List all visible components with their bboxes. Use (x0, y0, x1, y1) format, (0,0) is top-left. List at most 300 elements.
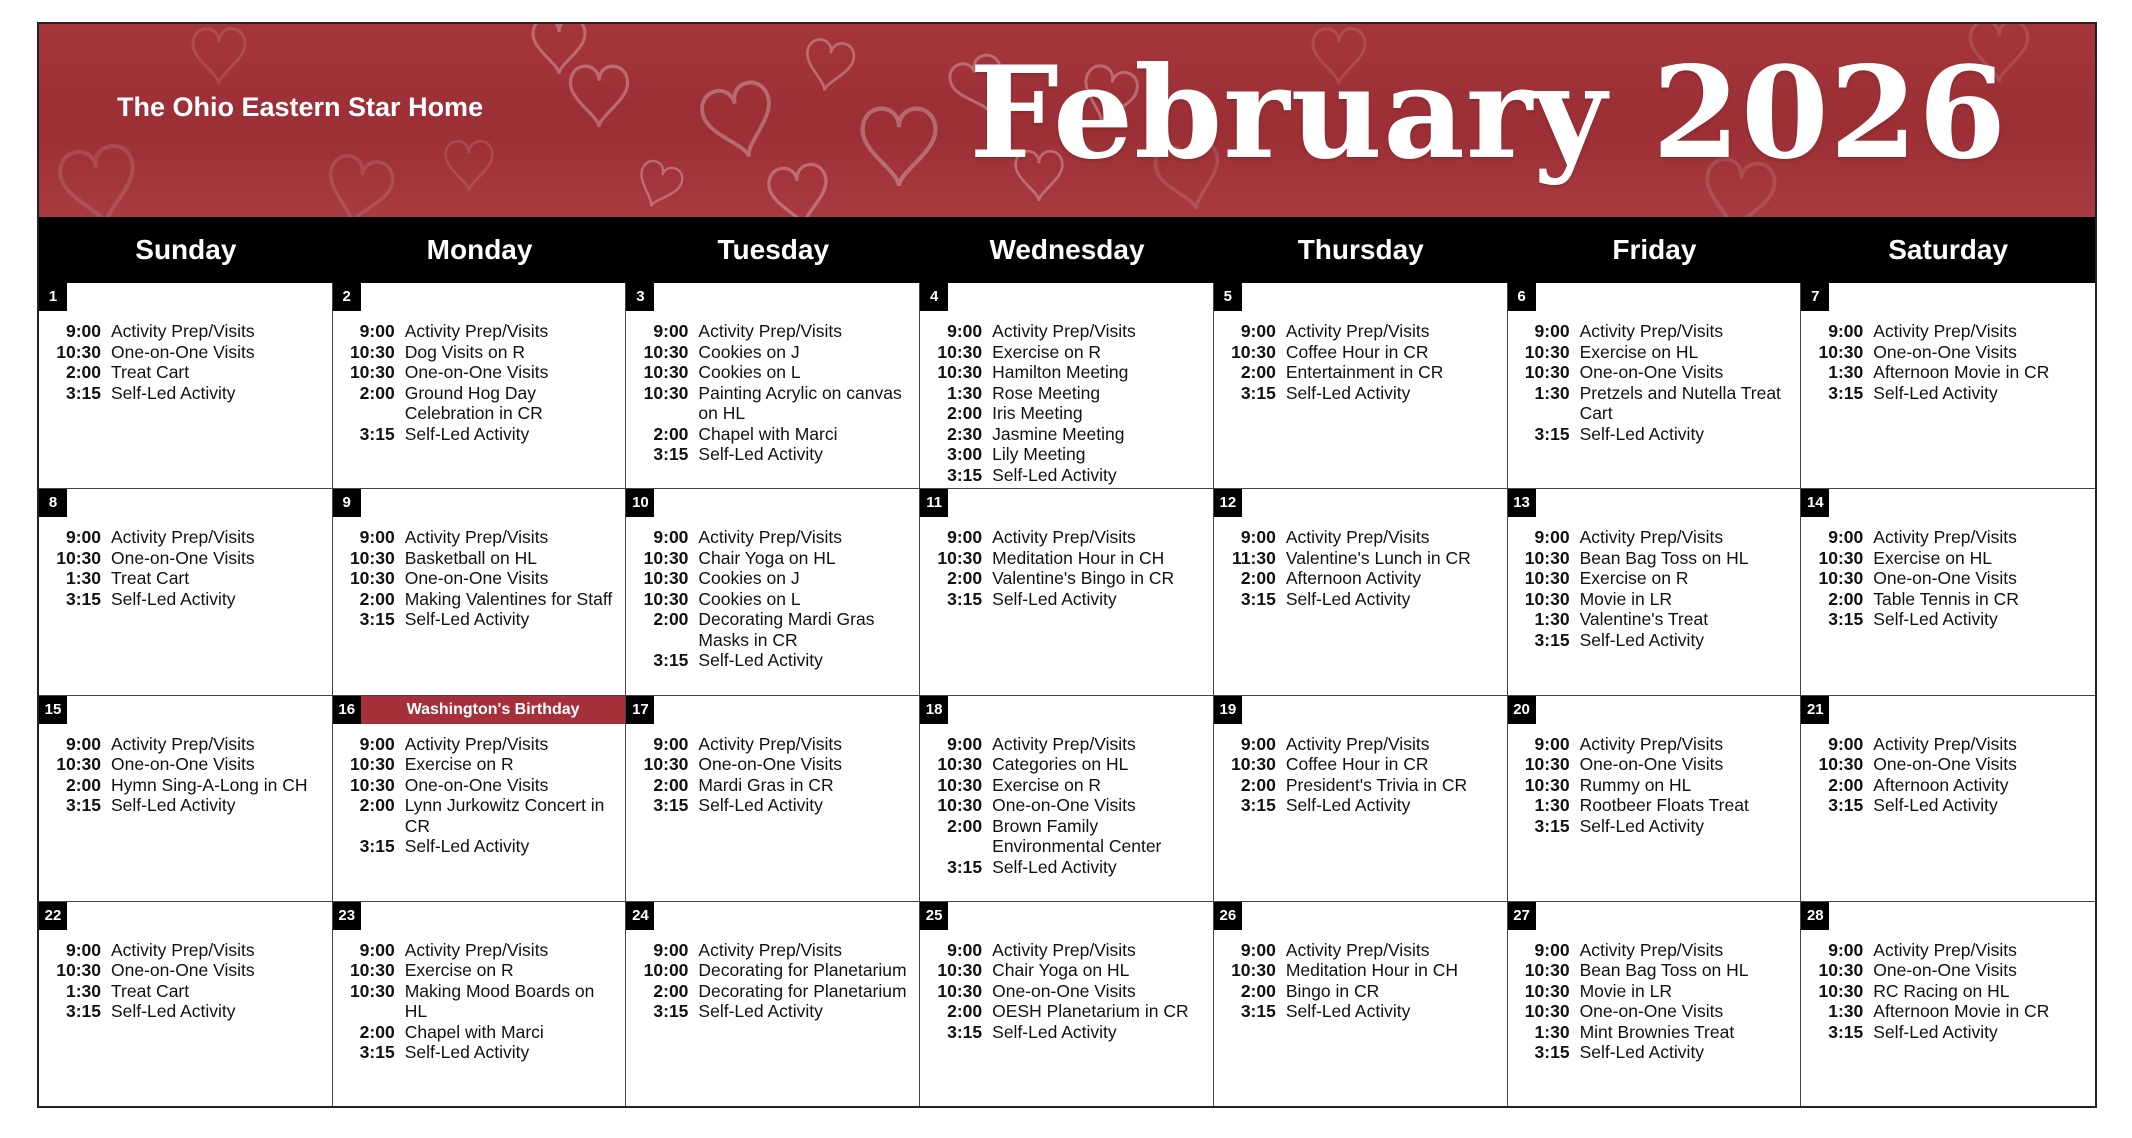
event-name: Meditation Hour in CH (1285, 960, 1458, 981)
event-name: Pretzels and Nutella Treat Cart (1579, 382, 1781, 423)
day-number: 12 (1214, 489, 1242, 517)
event-time: 9:00 (1240, 321, 1276, 341)
event-item (39, 981, 328, 1002)
event-list (920, 527, 1209, 609)
event-list (1801, 321, 2091, 403)
event-time: 3:15 (653, 650, 689, 671)
event-time: 9:00 (947, 527, 983, 548)
event-name: Hamilton Meeting (992, 362, 1129, 382)
event-item (1508, 383, 1797, 424)
event-time: 9:00 (1828, 321, 1864, 341)
event-name: Decorating Mardi Gras Masks in CR (698, 609, 875, 650)
event-item (1214, 568, 1503, 589)
event-name: Activity Prep/Visits (992, 733, 1136, 754)
event-name: Activity Prep/Visits (1873, 321, 2017, 341)
event-name: Movie in LR (1579, 980, 1672, 1001)
event-name: Exercise on R (1579, 568, 1689, 589)
event-name: Activity Prep/Visits (404, 527, 549, 548)
event-item (333, 940, 622, 961)
event-time: 2:00 (947, 1001, 983, 1022)
day-number: 22 (39, 902, 67, 930)
event-time: 2:00 (947, 815, 983, 836)
event-time: 9:00 (359, 939, 395, 960)
event-name: Activity Prep/Visits (992, 321, 1136, 341)
event-item (333, 734, 622, 755)
event-time: 9:00 (947, 733, 983, 754)
weekday-saturday: Saturday (1888, 234, 2009, 265)
event-item (1214, 775, 1503, 796)
event-name: Exercise on R (992, 341, 1102, 362)
event-item (920, 362, 1209, 383)
event-name: Activity Prep/Visits (698, 733, 843, 754)
event-time: 1:30 (1534, 1021, 1570, 1042)
event-name: Self-Led Activity (1579, 815, 1705, 836)
event-name: Self-Led Activity (111, 1001, 236, 1022)
event-time: 9:00 (653, 527, 689, 548)
event-time: 3:15 (359, 423, 395, 444)
event-item (1508, 960, 1797, 981)
event-item (920, 548, 1209, 569)
day-cell (626, 696, 920, 902)
event-item (1508, 630, 1797, 651)
event-time: 10:30 (349, 362, 395, 382)
day-cell (1801, 902, 2095, 1108)
day-number: 6 (1508, 283, 1536, 311)
day-number: 23 (333, 902, 361, 930)
event-time: 10:30 (1231, 754, 1276, 774)
event-name: Activity Prep/Visits (992, 939, 1136, 960)
event-time: 2:00 (653, 980, 689, 1001)
event-item (1214, 795, 1503, 816)
day-cell (1801, 489, 2095, 695)
event-time: 10:30 (643, 754, 689, 774)
event-name: Painting Acrylic on canvas on HL (698, 382, 902, 423)
event-item (1508, 342, 1797, 363)
event-time: 10:30 (349, 568, 395, 589)
event-name: Making Valentines for Staff (404, 588, 613, 609)
event-item (626, 321, 915, 342)
event-time: 10:30 (1231, 960, 1276, 981)
event-name: Self-Led Activity (1579, 629, 1705, 650)
event-time: 1:30 (1828, 362, 1864, 382)
event-item (333, 754, 622, 775)
event-name: Self-Led Activity (111, 382, 236, 403)
event-item (333, 321, 622, 342)
event-item (39, 775, 328, 796)
day-number: 19 (1214, 696, 1242, 724)
event-name: Treat Cart (111, 980, 190, 1001)
day-number: 15 (39, 696, 67, 724)
day-cell (1508, 902, 1802, 1108)
event-item (1214, 734, 1503, 755)
event-time: 10:30 (1524, 362, 1570, 382)
event-time: 9:00 (1534, 939, 1570, 960)
event-name: Self-Led Activity (1579, 423, 1705, 444)
event-time: 10:30 (937, 774, 983, 795)
event-time: 3:15 (653, 795, 689, 815)
event-item (920, 981, 1209, 1002)
event-item (39, 754, 328, 775)
event-item (1801, 527, 2091, 548)
event-name: Activity Prep/Visits (1285, 321, 1430, 341)
event-time: 3:15 (947, 1021, 983, 1042)
event-item (626, 734, 915, 755)
event-item (920, 589, 1209, 610)
event-list (39, 734, 328, 816)
event-name: Rose Meeting (992, 382, 1101, 403)
event-name: Activity Prep/Visits (111, 527, 255, 548)
month-title: February 2026 (969, 39, 2007, 187)
event-time: 9:00 (947, 321, 983, 341)
event-list (1214, 321, 1503, 403)
event-time: 3:15 (1240, 795, 1276, 815)
event-item (626, 589, 915, 610)
event-name: Exercise on R (404, 754, 514, 774)
day-number: 13 (1508, 489, 1536, 517)
event-time: 10:30 (1524, 1001, 1570, 1022)
event-time: 3:00 (947, 444, 983, 464)
event-time: 10:30 (937, 960, 983, 981)
event-item (1214, 754, 1503, 775)
event-name: President's Trivia in CR (1285, 774, 1468, 795)
event-time: 1:30 (65, 568, 101, 589)
event-name: Activity Prep/Visits (404, 939, 549, 960)
day-cell (333, 696, 627, 902)
event-list (920, 734, 1209, 878)
event-item (920, 321, 1209, 342)
event-name: Self-Led Activity (404, 609, 530, 630)
event-item (39, 589, 328, 610)
event-item (1801, 1022, 2091, 1043)
event-name: Self-Led Activity (404, 1042, 530, 1063)
day-number: 10 (626, 489, 654, 517)
event-name: Mint Brownies Treat (1579, 1021, 1735, 1042)
day-number: 17 (626, 696, 654, 724)
event-time: 3:15 (1240, 588, 1276, 609)
event-time: 1:30 (1534, 382, 1570, 403)
event-list (920, 321, 1209, 485)
event-item (1508, 816, 1797, 837)
event-time: 3:15 (1534, 815, 1570, 836)
event-time: 2:00 (947, 403, 983, 423)
event-name: Self-Led Activity (111, 795, 236, 815)
event-time: 10:30 (643, 382, 689, 403)
event-item (1214, 589, 1503, 610)
event-time: 2:00 (1240, 568, 1276, 589)
event-name: Activity Prep/Visits (1579, 321, 1724, 341)
event-item (920, 424, 1209, 445)
event-name: Self-Led Activity (111, 588, 236, 609)
event-time: 10:30 (1818, 980, 1864, 1001)
event-name: Bean Bag Toss on HL (1579, 547, 1749, 568)
event-item (1508, 424, 1797, 445)
calendar-grid (39, 283, 2095, 1108)
day-number: 8 (39, 489, 67, 517)
weekday-sunday: Sunday (135, 234, 237, 265)
event-name: Cookies on L (698, 362, 801, 382)
event-time: 10:30 (349, 980, 395, 1001)
event-time: 2:00 (1240, 774, 1276, 795)
event-item (626, 424, 915, 445)
event-time: 3:15 (1828, 382, 1864, 403)
weekday-monday: Monday (426, 234, 533, 265)
event-time: 9:00 (947, 939, 983, 960)
event-item (920, 940, 1209, 961)
event-name: One-on-One Visits (1579, 754, 1724, 774)
event-item (39, 362, 328, 383)
event-time: 2:00 (65, 774, 101, 795)
event-name: Self-Led Activity (698, 795, 823, 815)
event-item (333, 548, 622, 569)
home-name: The Ohio Eastern Star Home (117, 92, 484, 122)
event-name: Making Mood Boards on HL (404, 980, 595, 1022)
event-name: Activity Prep/Visits (1873, 939, 2017, 960)
event-name: Self-Led Activity (698, 444, 823, 464)
event-time: 3:15 (359, 609, 395, 630)
event-item (39, 795, 328, 816)
event-name: Dog Visits on R (404, 341, 525, 362)
event-list (333, 527, 622, 630)
event-item (1508, 321, 1797, 342)
event-name: Coffee Hour in CR (1285, 341, 1429, 362)
event-name: Ground Hog Day Celebration in CR (404, 382, 543, 423)
event-name: Activity Prep/Visits (698, 321, 843, 341)
event-name: Activity Prep/Visits (111, 939, 255, 960)
event-name: RC Racing on HL (1873, 980, 2010, 1001)
event-name: Afternoon Activity (1285, 568, 1422, 589)
event-time: 10:30 (349, 754, 395, 774)
event-item (1801, 754, 2091, 775)
event-name: Activity Prep/Visits (111, 321, 255, 341)
day-cell (39, 489, 333, 695)
event-name: Brown Family Environmental Center (992, 815, 1162, 856)
event-time: 2:30 (947, 423, 983, 444)
event-time: 9:00 (65, 527, 101, 548)
event-item (333, 342, 622, 363)
day-number: 24 (626, 902, 654, 930)
event-time: 11:30 (1232, 547, 1276, 568)
event-name: Categories on HL (992, 754, 1129, 774)
event-name: One-on-One Visits (1873, 960, 2017, 981)
event-name: One-on-One Visits (992, 795, 1136, 815)
event-name: Treat Cart (111, 568, 190, 589)
event-item (626, 444, 915, 465)
event-list (626, 321, 915, 465)
event-item (1801, 568, 2091, 589)
event-name: Afternoon Movie in CR (1873, 362, 2050, 382)
day-number: 18 (920, 696, 948, 724)
event-item (39, 734, 328, 755)
event-item (626, 650, 915, 671)
event-item (333, 836, 622, 857)
event-item (920, 383, 1209, 404)
event-name: Activity Prep/Visits (404, 733, 549, 754)
event-time: 10:30 (1524, 960, 1570, 981)
event-item (626, 960, 915, 981)
event-time: 9:00 (359, 733, 395, 754)
event-time: 10:30 (937, 754, 983, 774)
day-number: 16 (333, 696, 361, 724)
event-name: Cookies on L (698, 588, 801, 609)
day-number: 11 (920, 489, 948, 517)
event-item (626, 940, 915, 961)
event-name: Exercise on HL (1579, 341, 1699, 362)
event-item (1214, 548, 1503, 569)
event-name: Self-Led Activity (1579, 1042, 1705, 1063)
event-time: 10:30 (349, 547, 395, 568)
event-time: 3:15 (1828, 1021, 1864, 1042)
event-item (626, 342, 915, 363)
event-item (1508, 734, 1797, 755)
weekday-thursday: Thursday (1297, 234, 1424, 265)
event-item (333, 609, 622, 630)
event-time: 9:00 (359, 321, 395, 341)
day-number: 3 (626, 283, 654, 311)
day-cell (1214, 902, 1508, 1108)
event-item (1801, 589, 2091, 610)
event-name: Table Tennis in CR (1873, 588, 2019, 609)
event-item (39, 568, 328, 589)
event-time: 10:30 (56, 754, 101, 774)
event-name: Activity Prep/Visits (1579, 527, 1724, 548)
event-list (1508, 527, 1797, 650)
event-name: Activity Prep/Visits (1579, 939, 1724, 960)
event-item (1508, 1022, 1797, 1043)
event-item (1801, 362, 2091, 383)
event-time: 3:15 (1534, 423, 1570, 444)
event-time: 1:30 (1534, 609, 1570, 630)
event-list (1801, 527, 2091, 630)
day-number: 27 (1508, 902, 1536, 930)
day-cell (920, 283, 1214, 489)
event-time: 1:30 (65, 980, 101, 1001)
event-time: 10:30 (56, 960, 101, 981)
event-item (1801, 1001, 2091, 1022)
event-time: 2:00 (359, 588, 395, 609)
event-item (1214, 321, 1503, 342)
event-name: Afternoon Activity (1873, 774, 2009, 795)
event-time: 10:30 (349, 960, 395, 981)
event-time: 3:15 (65, 1001, 101, 1022)
event-item (1214, 342, 1503, 363)
event-list (1508, 940, 1797, 1063)
event-time: 2:00 (653, 423, 689, 444)
event-time: 10:30 (1818, 960, 1864, 981)
event-item (1508, 362, 1797, 383)
event-item (920, 960, 1209, 981)
event-name: One-on-One Visits (404, 774, 549, 795)
event-name: Lynn Jurkowitz Concert in CR (404, 795, 605, 836)
event-list (626, 940, 915, 1022)
day-number: 20 (1508, 696, 1536, 724)
event-name: Decorating for Planetarium (698, 960, 907, 981)
event-item (39, 960, 328, 981)
event-name: Self-Led Activity (992, 588, 1117, 609)
event-list (920, 940, 1209, 1043)
event-item (920, 465, 1209, 486)
event-name: Mardi Gras in CR (698, 774, 834, 795)
event-name: Chapel with Marci (404, 1021, 544, 1042)
event-name: Self-Led Activity (992, 856, 1117, 877)
event-time: 2:00 (1828, 774, 1864, 795)
event-item (1801, 734, 2091, 755)
event-time: 10:30 (1524, 754, 1570, 774)
event-time: 10:30 (937, 547, 983, 568)
event-name: Self-Led Activity (404, 423, 530, 444)
day-cell (626, 283, 920, 489)
event-name: One-on-One Visits (111, 960, 255, 981)
event-time: 9:00 (1828, 939, 1864, 960)
event-time: 9:00 (1240, 527, 1276, 548)
weekday-tuesday: Tuesday (717, 234, 830, 265)
day-cell (1508, 489, 1802, 695)
event-item (626, 568, 915, 589)
event-item (333, 1022, 622, 1043)
event-list (333, 321, 622, 444)
event-item (39, 342, 328, 363)
event-name: Activity Prep/Visits (1873, 733, 2017, 754)
event-time: 2:00 (1240, 362, 1276, 382)
event-item (626, 754, 915, 775)
event-list (333, 734, 622, 857)
event-name: Activity Prep/Visits (1579, 733, 1724, 754)
day-cell (1508, 283, 1802, 489)
event-time: 2:00 (359, 382, 395, 403)
day-cell (333, 283, 627, 489)
event-time: 10:30 (643, 362, 689, 382)
event-time: 1:30 (947, 382, 983, 403)
event-name: Movie in LR (1579, 588, 1672, 609)
event-time: 10:30 (1818, 341, 1864, 362)
event-name: One-on-One Visits (698, 754, 843, 774)
event-time: 2:00 (359, 795, 395, 815)
event-item (626, 383, 915, 424)
event-name: Activity Prep/Visits (992, 527, 1136, 548)
event-item (39, 321, 328, 342)
event-name: Bingo in CR (1285, 980, 1380, 1001)
event-item (920, 734, 1209, 755)
event-name: Cookies on J (698, 568, 800, 589)
event-list (333, 940, 622, 1063)
event-time: 3:15 (1240, 1001, 1276, 1022)
event-name: Decorating for Planetarium (698, 980, 907, 1001)
event-time: 9:00 (1534, 321, 1570, 341)
event-item (1508, 609, 1797, 630)
event-name: Self-Led Activity (1285, 382, 1411, 403)
event-time: 1:30 (1534, 795, 1570, 815)
event-name: One-on-One Visits (1873, 754, 2017, 774)
event-name: Exercise on R (992, 774, 1102, 795)
event-time: 10:30 (56, 547, 101, 568)
event-item (1801, 981, 2091, 1002)
event-time: 9:00 (65, 321, 101, 341)
event-item (1214, 362, 1503, 383)
event-time: 10:30 (937, 795, 983, 815)
event-name: Self-Led Activity (404, 836, 530, 856)
event-item (1214, 527, 1503, 548)
day-cell (1214, 489, 1508, 695)
event-name: One-on-One Visits (1873, 568, 2017, 589)
event-time: 2:00 (359, 1021, 395, 1042)
event-time: 3:15 (359, 1042, 395, 1063)
event-item (1508, 795, 1797, 816)
event-time: 3:15 (653, 1001, 689, 1022)
event-item (626, 981, 915, 1002)
event-time: 9:00 (1534, 527, 1570, 548)
event-list (1214, 734, 1503, 816)
event-item (333, 589, 622, 610)
event-item (1508, 775, 1797, 796)
